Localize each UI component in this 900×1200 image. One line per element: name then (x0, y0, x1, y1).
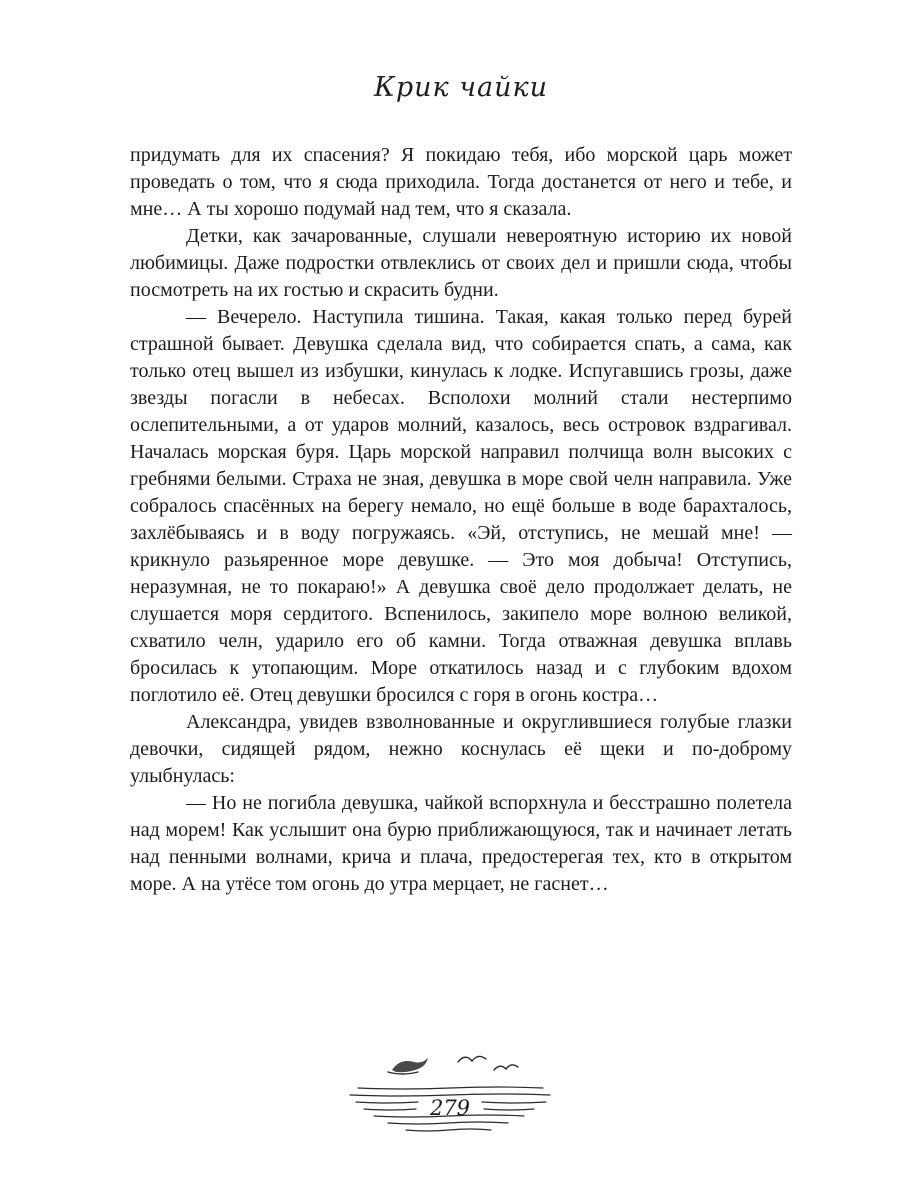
paragraph: Александра, увидев взволнованные и округлившиеся голубые глазки девочки, сидящей рядом, нежно коснулась её щеки и по-доброму улыбнулась: (130, 711, 792, 787)
footer-illustration-area (0, 1048, 900, 1148)
paragraph: — Но не погибла девушка, чайкой вспорхнула и бесстрашно полетела над морем! Как услышит она бурю приближающуюся, так и начинает летать над пенными волнами, крича и плача, предостерегая тех, кто в открытом море. А на утёсе том огонь до утра мерцает, не гаснет… (130, 792, 792, 895)
paragraph: — Вечерело. Наступила тишина. Такая, какая только перед бурей страшной бывает. Девушка сделала вид, что собирается спать, а сама, как только отец вышел из избушки, кинулась к лодке. Испугавшись грозы, даже звезды погасли в небесах. Всполохи молний стали нестерпимо ослепительными, а от ударов молний, казалось, весь островок вздрагивал. Началась морская буря. Царь морской направил полчища волн высоких с гребнями белыми. Страха не зная, девушка в море свой челн направила. Уже собралось спасённых на берегу немало, но ещё больше в воде барахталось, захлёбываясь и в воду погружаясь. «Эй, отступись, не мешай мне! — крикнуло разьяренное море девушке. — Это моя добыча! Отступись, неразумная, не то покараю!» А девушка своё дело продолжает делать, не слушается моря сердитого. Вспенилось, закипело море волною великой, схватило челн, ударило его об камни. Тогда отважная девушка вплавь бросилась к утопающим. Море откатилось назад и с глубоким вдохом поглотило её. Отец девушки бросился с горя в огонь костра… (130, 306, 792, 706)
sitting-gull-icon (388, 1058, 428, 1074)
page-number: 279 (429, 1096, 471, 1120)
flying-gull-icon (458, 1056, 518, 1070)
paragraph: придумать для их спасения? Я покидаю тебя, ибо морской царь может проведать о том, что я сюда приходила. Тогда достанется от него и тебе, и мне… А ты хорошо подумай над тем, что я сказала. (130, 144, 792, 220)
running-header: Крик чайки (373, 72, 549, 103)
seagull-illustration (330, 1048, 570, 1148)
paragraph: Детки, как зачарованные, слушали невероятную историю их новой любимицы. Даже подростки отвлеклись от своих дел и пришли сюда, чтобы посмотреть на их гостью и скрасить будни. (130, 225, 792, 301)
page-content (130, 142, 792, 898)
